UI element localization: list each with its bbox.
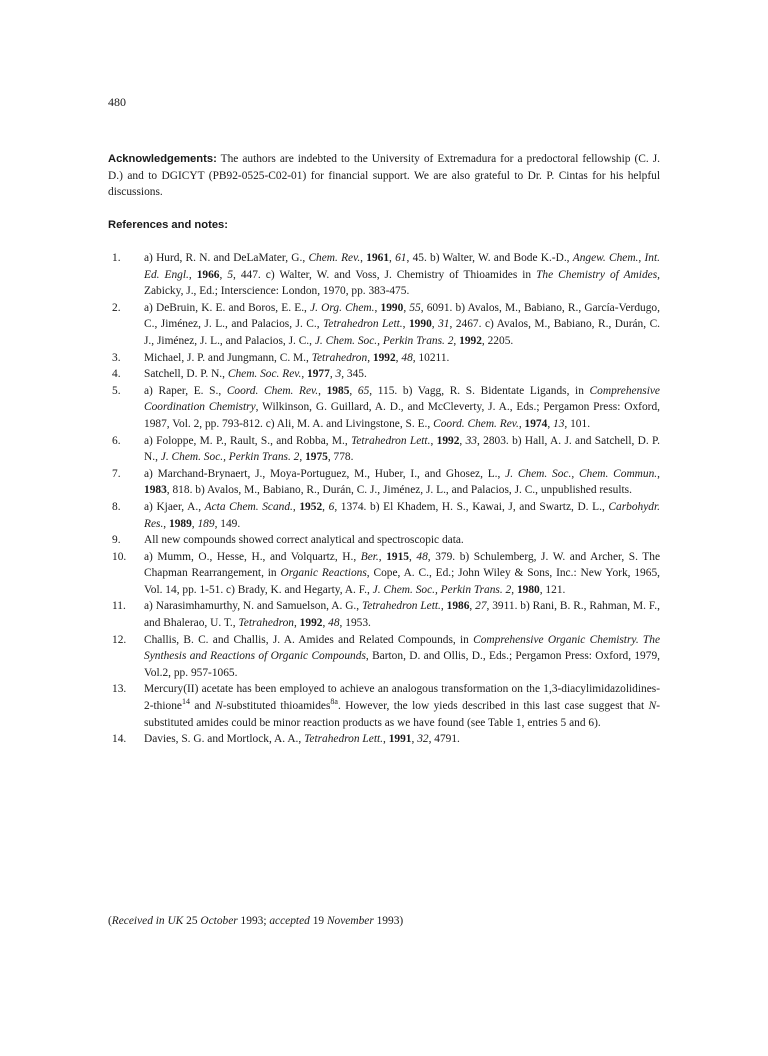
reference-item: [108, 466, 660, 499]
reference-text: ,: [378, 550, 387, 563]
accepted-label: accepted: [269, 915, 310, 927]
reference-text: 1983: [144, 484, 167, 497]
reference-text: Coord. Chem. Rev.: [433, 417, 519, 430]
reference-text: , 115. b) Vagg, R. S. Bidentate Ligands, in: [369, 384, 590, 397]
reference-text: a) Raper, E. S.,: [144, 384, 227, 397]
acknowledgements-label: Acknowledgements:: [108, 153, 217, 165]
reference-text: 48: [328, 617, 340, 630]
references-list: [108, 250, 660, 748]
reference-text: 1974: [524, 417, 548, 430]
reference-text: ,: [408, 550, 417, 563]
reference-text: ,: [402, 318, 409, 331]
reference-number: 8.: [112, 500, 121, 513]
reference-number: 12.: [112, 633, 127, 646]
reference-number: 3.: [112, 351, 121, 364]
reference-text: J. Org. Chem.: [310, 301, 375, 314]
reference-text: ,: [547, 417, 554, 430]
reference-text: , 3911. b) Rani, B. R., Rahman, M. F., and Bhalerao, U. T.,: [144, 600, 660, 630]
reference-text: 1915: [386, 550, 409, 563]
reference-text: ,: [219, 268, 228, 281]
references-heading: References and notes:: [108, 219, 228, 231]
reference-text: 1977: [307, 368, 330, 381]
reference-item: [108, 300, 660, 350]
reference-text: ,: [322, 617, 329, 630]
reference-number: 7.: [112, 467, 121, 480]
reference-text: ,: [431, 318, 439, 331]
reference-text: a) Hurd, R. N. and DeLaMater, G.,: [144, 252, 309, 264]
reference-item: [108, 350, 660, 367]
reference-number: 10.: [112, 550, 127, 563]
reference-text: J. Chem. Soc., Chem. Commun.: [505, 467, 658, 480]
reference-number: 14.: [112, 733, 127, 746]
reference-text: ,: [389, 252, 396, 264]
reference-text: , 4791.: [428, 733, 460, 746]
reference-text: 6: [328, 500, 335, 513]
reference-text: Angew. Chem., Int. Ed. Engl.: [144, 252, 660, 281]
reference-text: 1980: [516, 583, 540, 596]
reference-text: ,: [360, 252, 367, 264]
reference-text: ,: [511, 583, 517, 596]
reference-number: 6.: [112, 434, 121, 447]
reference-text: Zabicky, J., Ed.; Interscience: London, 1970, pp. 383-475.: [144, 285, 410, 298]
reference-text: , 1953.: [339, 617, 371, 630]
reference-text: , Barton, D. and Ollis, D., Eds.; Pergamon Press: Oxford, 1979, Vol.2, pp. 957-1065.: [144, 650, 660, 679]
reference-number: 13.: [112, 683, 127, 696]
reference-text: 1952: [299, 500, 323, 513]
reference-text: 1991: [388, 733, 412, 746]
reference-text: 3: [335, 368, 342, 381]
reference-text: 1992: [299, 617, 323, 630]
reference-text: ,: [292, 500, 300, 513]
reference-text: J. Chem. Soc., Perkin Trans. 2: [160, 451, 300, 464]
reference-text: , 10211.: [412, 351, 450, 364]
reference-text: , 2803. b) Hall, A. J. and Satchell, D. P. N.,: [144, 434, 660, 464]
reference-text: 55: [409, 301, 421, 314]
reference-text: ,: [322, 500, 329, 513]
accepted-date: 19: [309, 915, 327, 927]
reference-text: 1966: [196, 268, 220, 281]
reference-text: a) DeBruin, K. E. and Boros, E. E.,: [144, 301, 311, 314]
reference-text: ,: [301, 368, 308, 381]
reference-text: 1961: [366, 252, 390, 264]
reference-text: 1989: [169, 517, 192, 530]
reference-text: , Wilkinson, G. Guillard, A. D., and McCleverty, J. A., Eds.; Pergamon Press: Oxford, 1987, Vol. 2, pp. 793-812. c) Ali, M. A. and Livingstone, S. E.,: [144, 401, 660, 430]
reference-text: , 2467. c) Avalos, M., Babiano, R., Durán, C. J., Jiménez, J. L., and Palacios, J. C.,: [144, 318, 661, 347]
reference-text: ,: [453, 334, 460, 347]
reference-text: ,: [459, 434, 466, 447]
reference-text: a) Mumm, O., Hesse, H., and Volquartz, H.,: [144, 550, 361, 563]
reference-text: , 2205.: [481, 334, 514, 347]
reference-text: Tetrahedron Lett.: [323, 318, 403, 331]
reference-text: , 121.: [539, 583, 566, 596]
received-open: (: [108, 915, 112, 927]
reference-text: Michael, J. P. and Jungmann, C. M.,: [144, 351, 312, 364]
reference-text: All new compounds showed correct analytical and spectroscopic data.: [144, 534, 464, 547]
reference-text: , 1374. b) El Khadem, H. S., Kawai, J, and Swartz, D. L.,: [334, 500, 609, 513]
reference-text: N: [215, 700, 223, 713]
reference-text: ,: [430, 434, 437, 447]
reference-number: 9.: [112, 534, 121, 547]
reference-text: Satchell, D. P. N.,: [144, 368, 228, 381]
reference-number: 5.: [112, 384, 121, 397]
reference-text: , 149.: [214, 517, 241, 530]
reference-text: 1992: [372, 351, 396, 364]
reference-text: ,: [367, 351, 373, 364]
reference-text: ,: [374, 301, 381, 314]
received-year: 1993;: [237, 915, 270, 927]
reference-number: 11.: [112, 600, 126, 613]
reference-text: Carbohydr. Res.: [144, 500, 661, 530]
reference-text: , 778.: [327, 451, 354, 464]
received-date: 25: [183, 915, 201, 927]
reference-text: Chem. Rev.: [308, 252, 361, 264]
reference-text: a) Marchand-Brynaert, J., Moya-Portuguez, M., Huber, I., and Ghosez, L.,: [144, 467, 506, 480]
reference-text: 8a: [330, 697, 338, 707]
reference-item: [108, 632, 660, 682]
reference-text: Tetrahedron: [238, 617, 294, 630]
reference-item: [108, 532, 660, 549]
reference-text: a) Foloppe, M. P., Rault, S., and Robba, M.,: [144, 434, 352, 447]
reference-text: a) Narasimhamurthy, N. and Samuelson, A. G.,: [144, 600, 362, 613]
reference-text: ,: [293, 617, 300, 630]
reference-text: 13: [553, 417, 565, 430]
reference-text: 31: [438, 318, 450, 331]
reference-text: Tetrahedron Lett.: [351, 434, 431, 447]
reference-item: [108, 549, 660, 599]
reference-text: -substituted amides could be minor reaction products as we have found (see Table 1, entries 5 and 6).: [144, 700, 660, 729]
reference-text: 5: [227, 268, 234, 281]
reference-item: [108, 499, 660, 532]
reference-text: , 818. b) Avalos, M., Babiano, R., Durán, C. J., Jiménez, J. L., and Palacios, J. C., unpublished results.: [166, 484, 632, 497]
reference-text: ,: [191, 517, 198, 530]
reference-number: 4.: [112, 368, 121, 381]
reference-text: 27: [475, 600, 487, 613]
reference-text: 65: [357, 384, 370, 397]
reference-text: 48: [416, 550, 428, 563]
reference-number: 2.: [112, 301, 121, 314]
reference-text: 1990: [380, 301, 404, 314]
reference-text: ,: [657, 467, 660, 480]
reference-text: , 345.: [341, 368, 367, 381]
accepted-month: November: [326, 915, 374, 927]
page-number: 480: [108, 95, 126, 109]
reference-text: N: [648, 700, 657, 713]
reference-text: 33: [465, 434, 477, 447]
reference-text: and: [189, 700, 216, 713]
reference-text: ,: [329, 368, 336, 381]
reference-text: a) Kjaer, A.,: [144, 500, 205, 513]
reference-text: 48: [401, 351, 413, 364]
reference-item: [108, 731, 660, 748]
reference-text: ,: [383, 733, 389, 746]
reference-item: [108, 383, 660, 433]
reference-text: 1985: [326, 384, 350, 397]
reference-text: 1975: [305, 451, 328, 464]
reference-text: 1992: [436, 434, 460, 447]
reference-text: ,: [318, 384, 327, 397]
reference-item: [108, 366, 660, 383]
reference-text: 14: [181, 697, 190, 707]
reference-text: J. Chem. Soc., Perkin Trans. 2: [372, 583, 512, 596]
reference-text: ,: [299, 451, 306, 464]
reference-text: Tetrahedron Lett.: [361, 600, 441, 613]
reference-text: Comprehensive Coordination Chemistry: [144, 384, 660, 414]
reference-text: 32: [417, 733, 429, 746]
reference-text: , 379. b) Schulemberg, J. W. and Archer, S. The Chapman Rearrangement, in: [144, 550, 661, 580]
reference-text: The Chemistry of Amides,: [536, 268, 660, 281]
reference-text: ,: [403, 301, 410, 314]
reference-text: Organic Reactions: [280, 567, 367, 580]
reference-text: ,: [469, 600, 476, 613]
received-month: October: [200, 915, 238, 927]
reference-text: 1990: [408, 318, 432, 331]
reference-text: Tetrahedron Lett.: [304, 733, 383, 746]
reference-text: Tetrahedron: [311, 351, 368, 364]
reference-text: , 45. b) Walter, W. and Bode K.-D.,: [406, 252, 573, 264]
reference-item: [108, 250, 660, 300]
reference-text: ,: [163, 517, 169, 530]
reference-text: 61: [395, 252, 407, 264]
received-label: Received in UK: [111, 915, 184, 927]
reference-text: , 6091. b) Avalos, M., Babiano, R., García-Verdugo, C., Jiménez, J. L., and Palacios, J. C.,: [144, 301, 660, 331]
reference-text: Coord. Chem. Rev.: [226, 384, 319, 397]
reference-text: Comprehensive Organic Chemistry. The Synthesis and Reactions of Organic Compounds: [144, 633, 660, 663]
reference-text: J. Chem. Soc., Perkin Trans. 2: [314, 334, 454, 347]
reference-text: ,: [395, 351, 402, 364]
reference-text: ,: [188, 268, 197, 281]
reference-text: , 101.: [564, 417, 591, 430]
reference-text: Davies, S. G. and Mortlock, A. A.,: [144, 733, 305, 746]
reference-text: Ber.: [360, 550, 379, 563]
acknowledgements-text: The authors are indebted to the University of Extremadura for a predoctoral fellowship (C. J. D.) and to DGICYT (PB92-0525-C02-01) for financial support. We are also grateful to Dr. P. Cintas for his helpful discussions.: [108, 153, 660, 199]
reference-item: [108, 433, 660, 466]
reference-item: [108, 598, 660, 631]
reference-text: . However, the low yieds described in this last case suggest that: [337, 700, 649, 713]
acknowledgements: [108, 151, 660, 201]
reference-text: Chem. Soc. Rev.: [227, 368, 302, 381]
reference-text: ,: [440, 600, 447, 613]
reference-text: ,: [349, 384, 358, 397]
reference-text: , Cope, A. C., Ed.; John Wiley & Sons, Inc.: New York, 1965, Vol. 14, pp. 1-51. c) Brady, K. and Hegarty, A. F.,: [144, 567, 660, 596]
reference-text: ,: [411, 733, 418, 746]
accepted-year: 1993): [373, 915, 404, 927]
received-note: [108, 915, 403, 927]
reference-item: [108, 681, 660, 731]
reference-text: Acta Chem. Scand.: [204, 500, 293, 513]
reference-number: 1.: [112, 252, 121, 264]
reference-text: 1986: [446, 600, 470, 613]
reference-text: Challis, B. C. and Challis, J. A. Amides and Related Compounds, in: [144, 633, 474, 646]
reference-text: 189: [197, 517, 215, 530]
reference-text: ,: [518, 417, 525, 430]
reference-text: 1992: [459, 334, 482, 347]
reference-text: , 447. c) Walter, W. and Voss, J. Chemistry of Thioamides in: [233, 268, 537, 281]
reference-text: Mercury(II) acetate has been employed to achieve an analogous transformation on the 1,3-diacylimidazolidines-2-thione: [144, 683, 660, 713]
reference-text: -substituted thioamides: [222, 700, 331, 713]
